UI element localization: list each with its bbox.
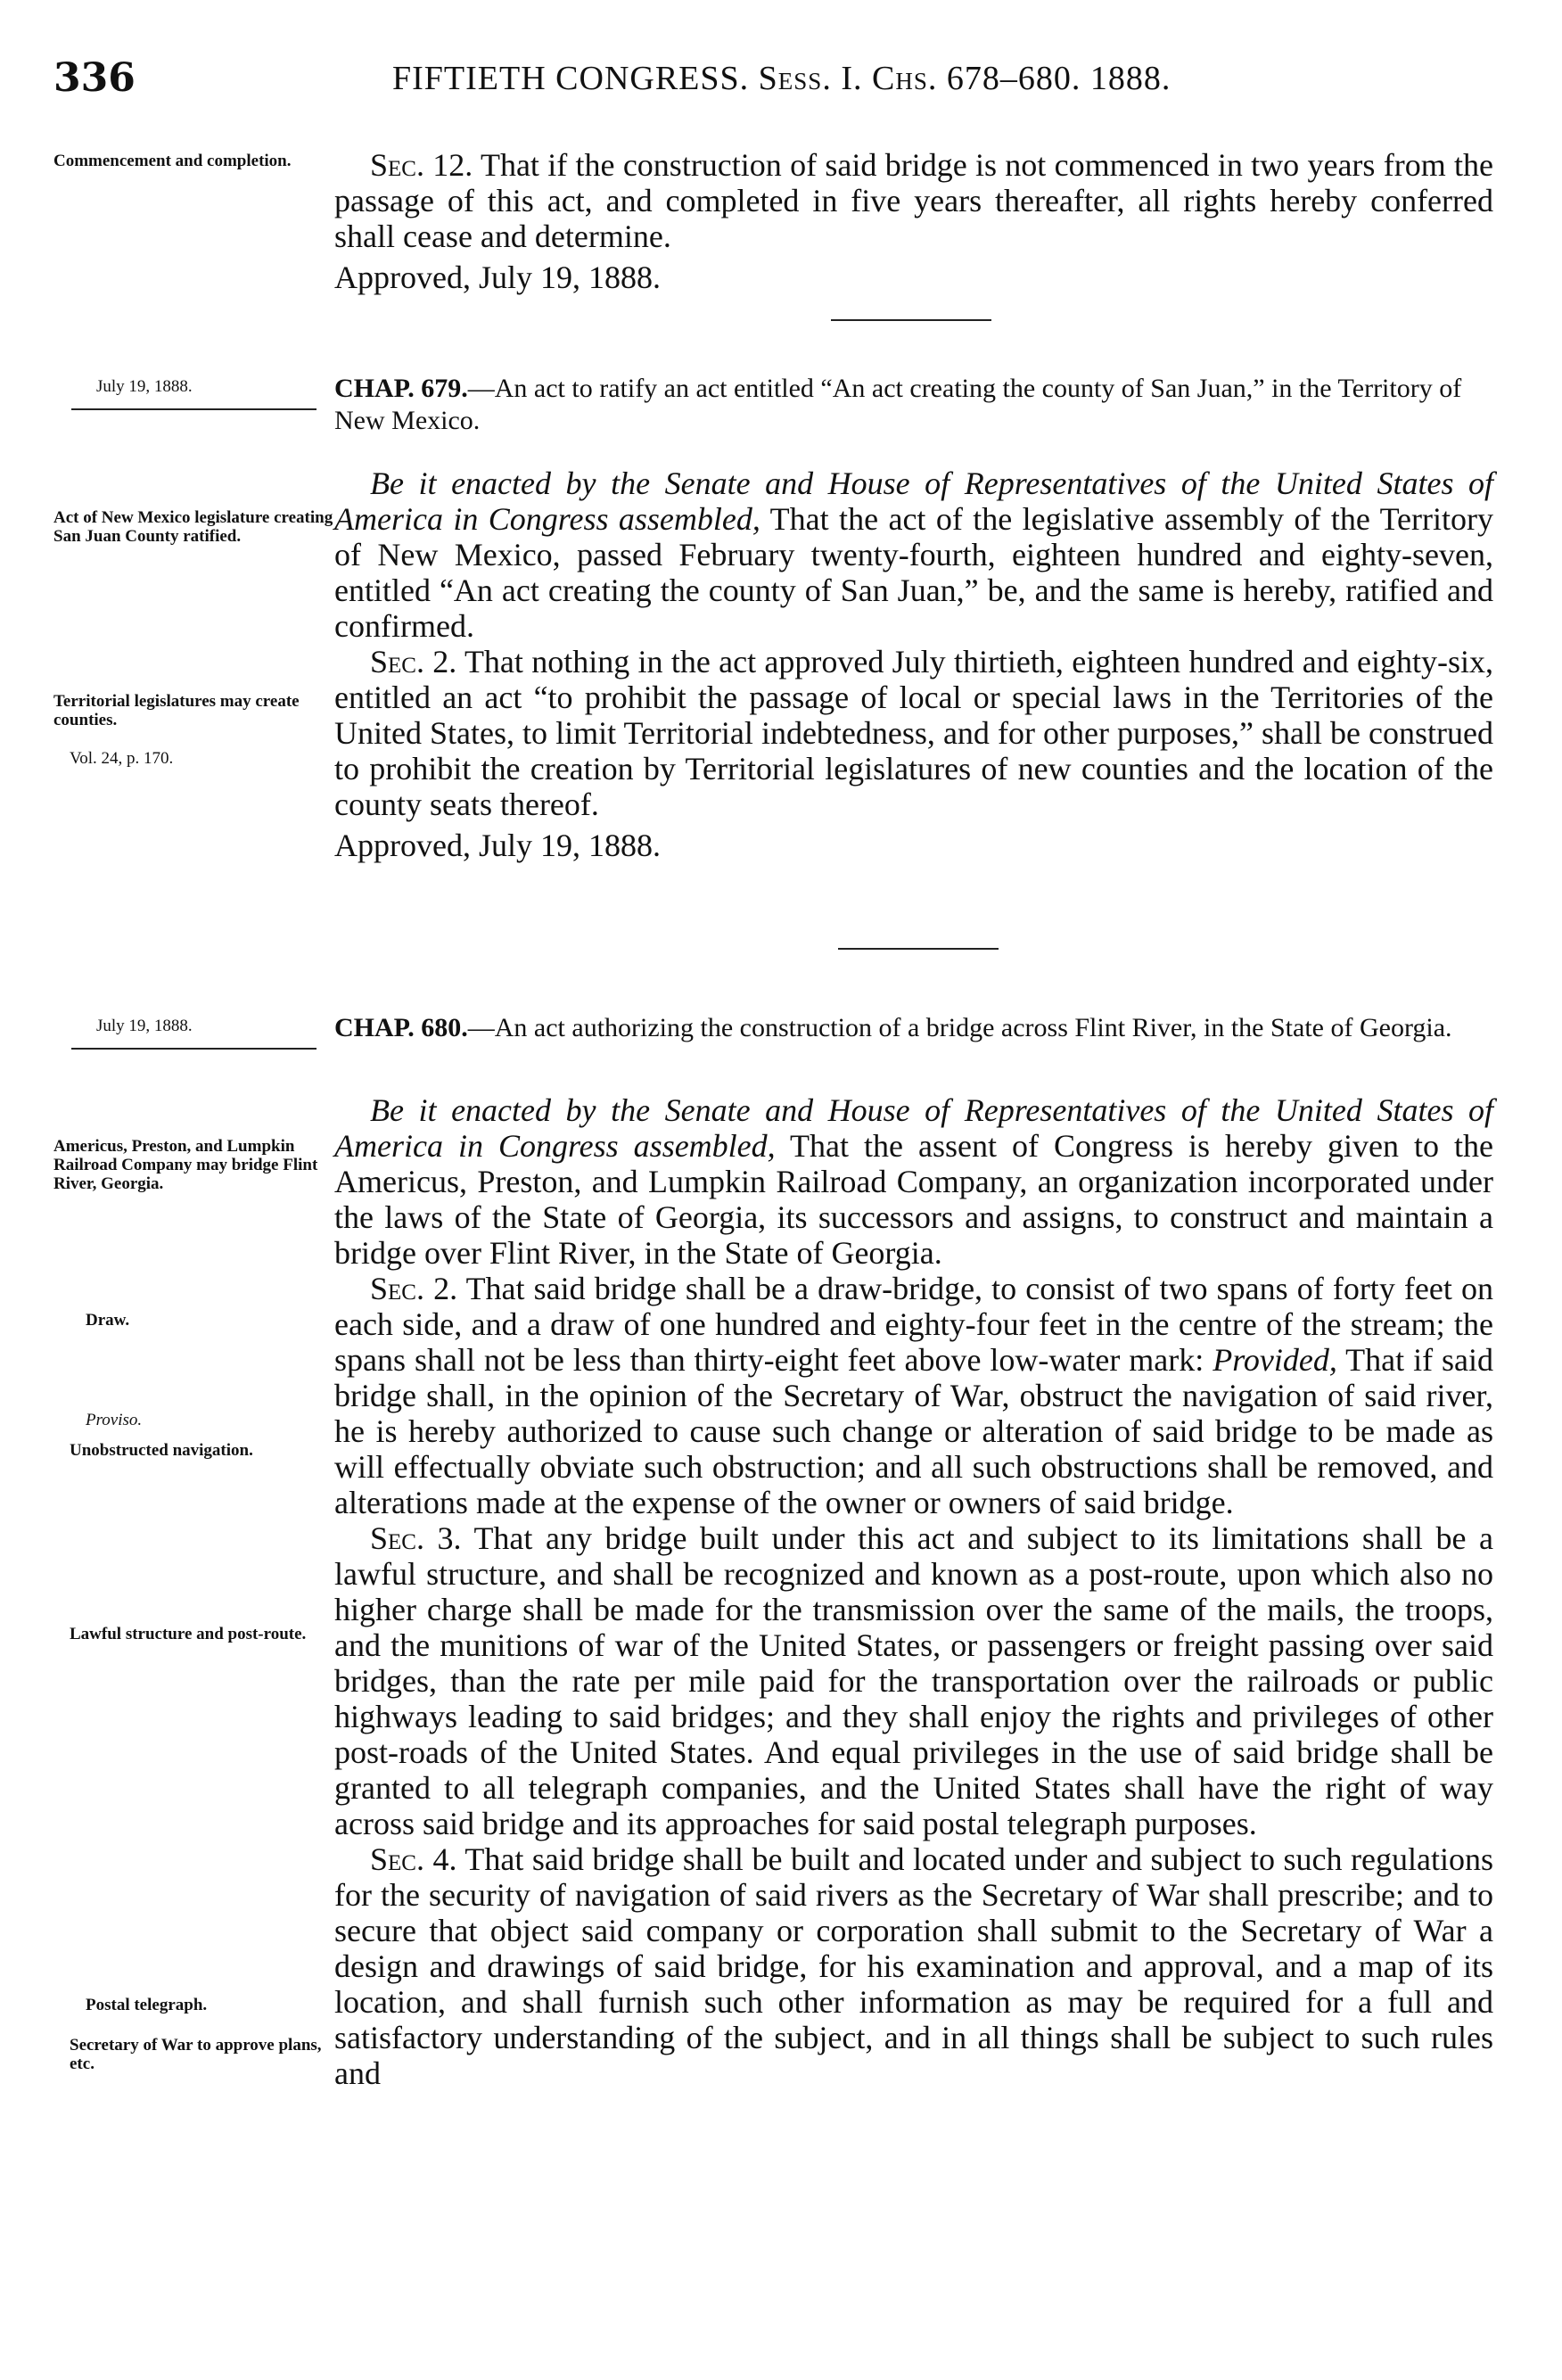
chap680-enacting: Be it enacted by the Senate and House of Representatives of the United States of America in Congress assembled, (334, 1092, 1493, 1164)
sec12-approved: Approved, July 19, 1888. (334, 259, 661, 295)
margin-note-draw: Draw. (86, 1311, 130, 1330)
chap679-heading (334, 373, 1493, 437)
chap679-title: —An act to ratify an act entitled “An act creating the county of San Juan,” in the Territory of New Mexico. (334, 374, 1462, 435)
running-title (392, 59, 1171, 98)
margin-note-lawful: Lawful structure and post-route. (70, 1625, 307, 1643)
sec12-block (334, 147, 1493, 295)
page-number: 336 (53, 55, 136, 101)
margin-note-secretary: Secretary of War to approve plans, etc. (70, 2036, 322, 2073)
chap679-sec2-text: That nothing in the act approved July thirtieth, eighteen hundred and eighty-six, entitled an act “to prohibit the passage of local or special laws in the Territories of the United States, to limit Territorial indebtedness, and for other purposes,” shall be construed to prohibit the creation by Territorial legislatures of new counties and the location of the county seats thereof. (334, 644, 1493, 822)
margin-note-railroad: Americus, Preston, and Lumpkin Railroad Company may bridge Flint River, Georgia. (53, 1137, 318, 1193)
chap679-sec2-label: Sec. 2. (370, 644, 457, 679)
chap680-date-rule (71, 1048, 317, 1050)
sec12-text: That if the construction of said bridge is not commenced in two years from the passage of this act, and completed in five years thereafter, all rights hereby conferred shall cease and determine. (334, 147, 1493, 254)
title-session: Sess. I. (758, 60, 863, 97)
margin-note-commencement: Commencement and completion. (53, 152, 292, 170)
margin-note-proviso: Proviso. (86, 1411, 143, 1429)
chap679-approved: Approved, July 19, 1888. (334, 828, 661, 863)
title-congress: FIFTIETH CONGRESS. (392, 60, 750, 97)
chap679-sec1 (334, 465, 1493, 644)
chap680-sec4-label: Sec. 4. (370, 1841, 457, 1877)
chap680-sec4-text: That said bridge shall be built and located under and subject to such regulations for the security of navigation of said rivers as the Secretary of War shall prescribe; and to secure that object said company or corporation shall submit to the Secretary of War a design and drawings of said bridge, for his examination and approval, and a map of its location, and shall furnish such other information as may be required for a full and satisfactory understanding of the subject, and in all things shall be subject to such rules and (334, 1841, 1493, 2091)
margin-note-unobstructed: Unobstructed navigation. (70, 1441, 253, 1460)
chap680-heading (334, 1012, 1493, 1044)
chap679-body (334, 465, 1493, 863)
running-head (53, 55, 1509, 109)
margin-note-territorial: Territorial legislatures may create counties. (53, 692, 300, 729)
title-chapters: Chs. 678–680. (871, 60, 1081, 97)
chap680-number: CHAP. 680. (334, 1013, 468, 1042)
chap680-title: —An act authorizing the construction of a bridge across Flint River, in the State of Georgia. (467, 1013, 1452, 1042)
sec12-paragraph (334, 147, 1493, 254)
chap680-proviso: Provided, (1213, 1342, 1337, 1378)
chap679-date-rule (71, 408, 317, 410)
margin-note-volume-ref: Vol. 24, p. 170. (70, 749, 174, 768)
chap680-sec2 (334, 1271, 1493, 1520)
chap680-sec3 (334, 1520, 1493, 1841)
divider-rule (838, 948, 999, 950)
chap680-sec4 (334, 1841, 1493, 2091)
chap679-number: CHAP. 679. (334, 374, 468, 403)
chap680-sec1-text: That the assent of Congress is hereby given to the Americus, Preston, and Lumpkin Railroad Company, an organization incorporated under the laws of the State of Georgia, its successors and assigns, to construct and maintain a bridge over Flint River, in the State of Georgia. (334, 1128, 1494, 1271)
chap679-enacting: Be it enacted by the Senate and House of Representatives of the United States of America in Congress assembled, (334, 465, 1493, 537)
chap680-sec2-label: Sec. 2. (370, 1271, 458, 1306)
chap680-sec1 (334, 1092, 1493, 1271)
chap680-date: July 19, 1888. (96, 1017, 193, 1035)
margin-note-postal: Postal telegraph. (86, 1996, 208, 2014)
chap680-sec2-text-a: That said bridge shall be a draw-bridge, to consist of two spans of forty feet on each side, and a draw of one hundred and eighty-four feet in the centre of the stream; the spans shall not be less than thirty-eight feet above low-water mark: (334, 1271, 1493, 1378)
chap680-body (334, 1092, 1493, 2091)
sec12-label: Sec. 12. (370, 147, 473, 183)
margin-note-ratified: Act of New Mexico legislature creating San Juan County ratified. (53, 508, 333, 546)
chap680-sec2-text-b: That if said bridge shall, in the opinion of the Secretary of War, obstruct the navigation of said river, he is hereby authorized to cause such change or alteration of said bridge to be made as will effectually obviate such obstruction; and all such obstructions shall be removed, and alterations made at the expense of the owner or owners of said bridge. (334, 1342, 1493, 1520)
chap679-sec2 (334, 644, 1493, 822)
chap679-sec1-text: That the act of the legislative assembly of the Territory of New Mexico, passed February twenty-fourth, eighteen hundred and eighty-seven, entitled “An act creating the county of San Juan,” be, and the same is hereby, ratified and confirmed. (334, 501, 1494, 644)
chap680-sec3-text: That any bridge built under this act and subject to its limitations shall be a lawful structure, and shall be recognized and known as a post-route, upon which also no higher charge shall be made for the transmission over the same of the mails, the troops, and the munitions of war of the United States, or passengers or freight passing over said bridges, than the rate per mile paid for the transportation over the railroads or public highways leading to said bridges; and they shall enjoy the rights and privileges of other post-roads of the United States. And equal privileges in the use of said bridge shall be granted to all telegraph companies, and the United States shall have the right of way across said bridge and its approaches for said postal telegraph purposes. (334, 1520, 1493, 1841)
divider-rule (831, 319, 991, 321)
title-year: 1888. (1089, 60, 1172, 97)
chap680-sec3-label: Sec. 3. (370, 1520, 462, 1556)
chap679-date: July 19, 1888. (96, 377, 193, 396)
